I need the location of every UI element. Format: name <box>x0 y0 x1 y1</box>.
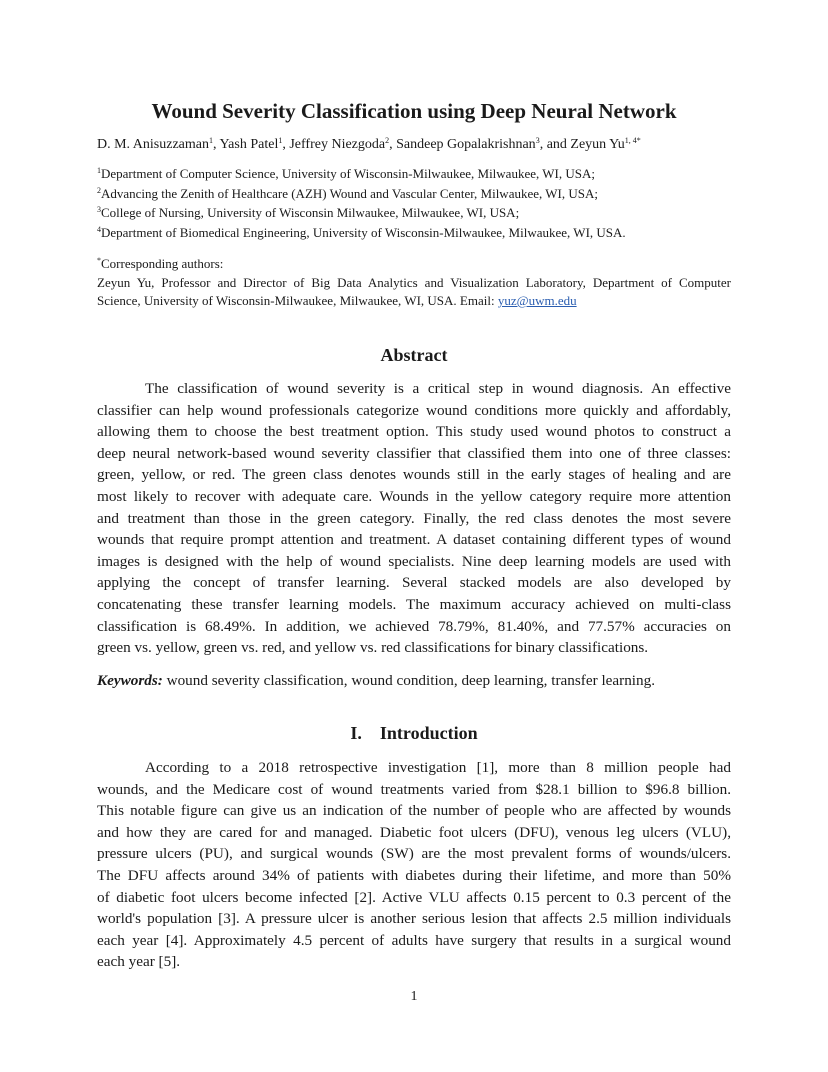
text-line: world's population [3]. A pressure ulcer is another serious lesion that affects 2.5 million individuals <box>97 910 731 928</box>
section-number: I. <box>350 723 362 743</box>
text-line: each year [4]. Approximately 4.5 percent of adults have surgery that results in a surgical wound <box>97 931 731 949</box>
text-line: each year [5]. <box>97 953 181 971</box>
introduction-body <box>97 757 731 973</box>
text-line: and treatment than those in the green category. Finally, the red class denotes the most severe <box>97 509 731 527</box>
section-title: Introduction <box>379 723 478 743</box>
affiliation: $^2$Advancing the Zenith of Healthcare (AZH) Wound and Vascular Center, Milwaukee, WI, USA; <box>97 185 598 201</box>
corresponding-text: Zeyun Yu, Professor and Director of Big Data Analytics and Visualization Laboratory, Department of Computer <box>97 274 731 290</box>
keywords-text: wound severity classification, wound condition, deep learning, transfer learning. <box>162 672 655 689</box>
text-line: applying the concept of transfer learning. Several stacked models are also developed by <box>97 574 731 592</box>
text-line: The DFU affects around 34% of patients with diabetes during their lifetime, and more than 50% <box>97 866 731 884</box>
text-line: classification is 68.49%. In addition, we achieved 78.79%, 81.40%, and 77.57% accuracies on <box>97 617 731 635</box>
text-line: deep neural network-based wound severity classifier that classified them into one of three classes: <box>97 444 731 462</box>
affiliation: $^3$College of Nursing, University of Wisconsin Milwaukee, Milwaukee, WI, USA; <box>97 205 520 220</box>
author: Yash Patel$^1$, <box>219 136 290 152</box>
text-line: and how they are cared for and managed. Diabetic foot ulcers (DFU), venous leg ulcers (VLU), <box>97 823 731 841</box>
text-line: wounds, and the Medicare cost of wound treatments varied from $28.1 billion to $96.8 billion. <box>97 780 731 798</box>
text-line: classifier can help wound professionals categorize wound conditions more quickly and affordably, <box>97 401 731 419</box>
text-line: pressure ulcers (PU), and surgical wounds (SW) are the most prevalent forms of wounds/ulcers. <box>97 845 731 863</box>
text-line: images is designed with the help of wound specialists. Nine deep learning models are used with <box>97 552 731 570</box>
affiliation: $^1$Department of Computer Science, University of Wisconsin-Milwaukee, Milwaukee, WI, USA; <box>97 166 595 181</box>
text-line: of diabetic foot ulcers become infected [2]. Active VLU affects 0.15 percent to 0.3 percent of the <box>97 888 731 906</box>
email-link[interactable]: yuz@uwm.edu <box>497 293 577 308</box>
page-number: 1 <box>410 989 418 1004</box>
text-line: green, yellow, or red. The green class denotes wounds still in the early stages of healing and are <box>97 466 731 484</box>
affiliation-list <box>97 164 626 242</box>
corresponding-text: Science, University of Wisconsin-Milwaukee, Milwaukee, WI, USA. Email: yuz@uwm.edu <box>97 293 577 308</box>
author-list <box>97 136 738 154</box>
text-line: most likely to recover with adequate care. Wounds in the yellow category require more attention <box>97 487 731 505</box>
corresponding-label: *Corresponding authors: <box>97 256 224 271</box>
corresponding-author-note <box>97 255 731 311</box>
text-line: This notable figure can give us an indication of the number of people who are affected by wounds <box>97 802 731 820</box>
author: Sandeep Gopalakrishnan$^3$, and <box>396 136 571 152</box>
keywords-label: Keywords: <box>97 672 163 689</box>
text-line: wounds that require prompt attention and treatment. A dataset containing different types of wound <box>97 531 731 549</box>
affiliation: $^4$Department of Biomedical Engineering, University of Wisconsin-Milwaukee, Milwaukee, WI, USA. <box>97 224 626 240</box>
text-line: The classification of wound severity is a critical step in wound diagnosis. An effective <box>145 380 731 397</box>
author: Jeffrey Niezgoda$^2$, <box>289 136 397 152</box>
text-line: According to a 2018 retrospective investigation [1], more than 8 million people had <box>145 759 731 776</box>
abstract-heading: Abstract <box>380 345 448 365</box>
author: Zeyun $Yu^{1, 4*}$ <box>570 136 641 152</box>
text-line: green vs. yellow, green vs. red, and yellow vs. red classifications for binary classifications. <box>97 639 649 657</box>
abstract-body <box>97 378 731 659</box>
paper-title: Wound Severity Classification using Deep Neural Network <box>151 99 677 123</box>
keywords <box>97 670 731 691</box>
text-line: concatenating these transfer learning models. The maximum accuracy achieved on multi-class <box>97 595 731 613</box>
introduction-heading <box>0 721 828 745</box>
text-line: allowing them to choose the best treatment option. This study used wound photos to construct a <box>97 423 731 441</box>
author: D. M. Anisuzzaman$^1$, <box>97 136 220 152</box>
